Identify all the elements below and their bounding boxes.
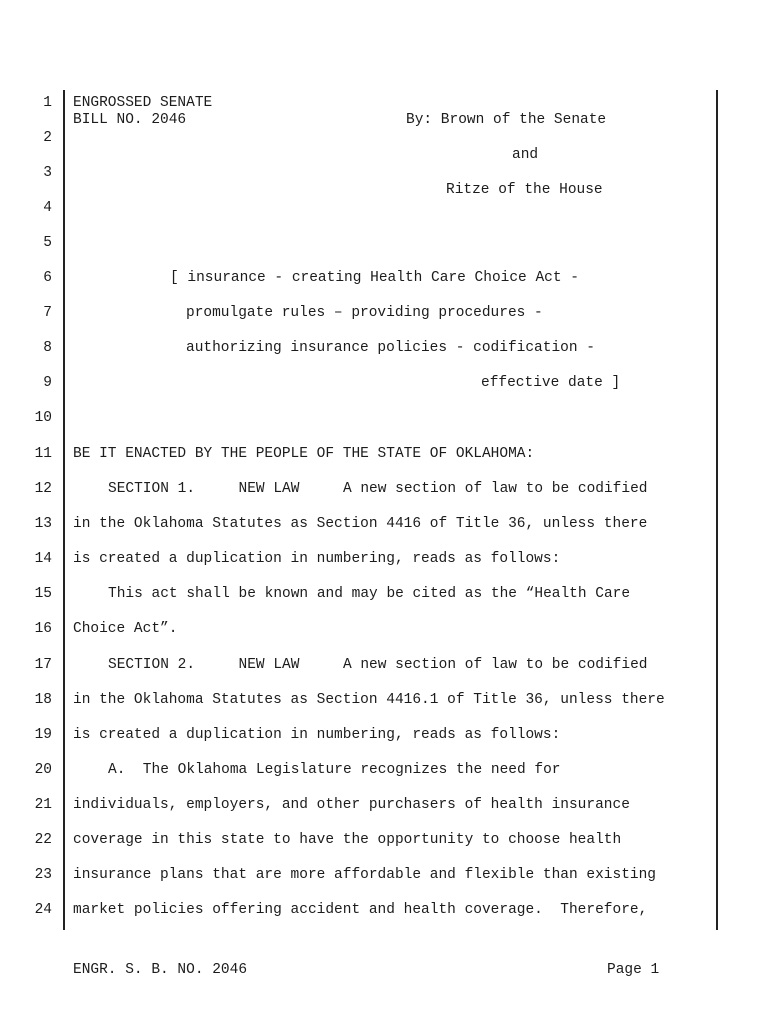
line-number: 6 [43,270,52,286]
bill-title-line-1: ENGROSSED SENATE [73,95,213,111]
line-number: 17 [34,657,52,673]
line-number: 20 [34,762,52,778]
line-number: 15 [34,586,52,602]
line-number: 11 [34,446,52,462]
body-line: individuals, employers, and other purchasers of health insurance [73,797,630,813]
body-line: SECTION 2. NEW LAW A new section of law to be codified [108,657,648,673]
body-line: Choice Act”. [73,621,178,637]
body-line: A. The Oklahoma Legislature recognizes the need for [108,762,561,778]
title-line-4: effective date ] [481,375,621,391]
line-number: 14 [34,551,52,567]
author-senate: By: Brown of the Senate [406,112,607,128]
line-number: 9 [43,375,52,391]
body-line: coverage in this state to have the opportunity to choose health [73,832,622,848]
author-house: Ritze of the House [446,182,603,198]
body-line: in the Oklahoma Statutes as Section 4416.1 of Title 36, unless there [73,692,665,708]
body-line: SECTION 1. NEW LAW A new section of law to be codified [108,481,648,497]
left-margin-rule [63,90,65,930]
line-number: 24 [34,902,52,918]
line-number: 5 [43,235,52,251]
line-number: 3 [43,165,52,181]
enacting-clause: BE IT ENACTED BY THE PEOPLE OF THE STATE OF OKLAHOMA: [73,446,535,462]
line-number: 4 [43,200,52,216]
title-line-1: [ insurance - creating Health Care Choice Act - [170,270,579,286]
body-line: This act shall be known and may be cited as the “Health Care [108,586,631,602]
body-line: is created a duplication in numbering, reads as follows: [73,551,561,567]
line-number: 8 [43,340,52,356]
body-line: insurance plans that are more affordable and flexible than existing [73,867,656,883]
line-number: 19 [34,727,52,743]
line-number: 22 [34,832,52,848]
title-line-3: authorizing insurance policies - codification - [186,340,595,356]
line-number: 1 [43,95,52,111]
body-line: market policies offering accident and health coverage. Therefore, [73,902,648,918]
bill-title-line-2: BILL NO. 2046 [73,112,187,128]
line-number: 12 [34,481,52,497]
line-number: 16 [34,621,52,637]
footer-page-number: Page 1 [607,962,660,978]
line-number: 18 [34,692,52,708]
body-line: in the Oklahoma Statutes as Section 4416 of Title 36, unless there [73,516,648,532]
line-number: 13 [34,516,52,532]
line-number: 10 [34,410,52,426]
line-number: 23 [34,867,52,883]
line-number: 21 [34,797,52,813]
title-line-2: promulgate rules – providing procedures - [186,305,543,321]
right-margin-rule [716,90,718,930]
line-number: 7 [43,305,52,321]
body-line: is created a duplication in numbering, reads as follows: [73,727,561,743]
author-conjunction: and [512,147,539,163]
footer-bill-number: ENGR. S. B. NO. 2046 [73,962,248,978]
line-number: 2 [43,130,52,146]
